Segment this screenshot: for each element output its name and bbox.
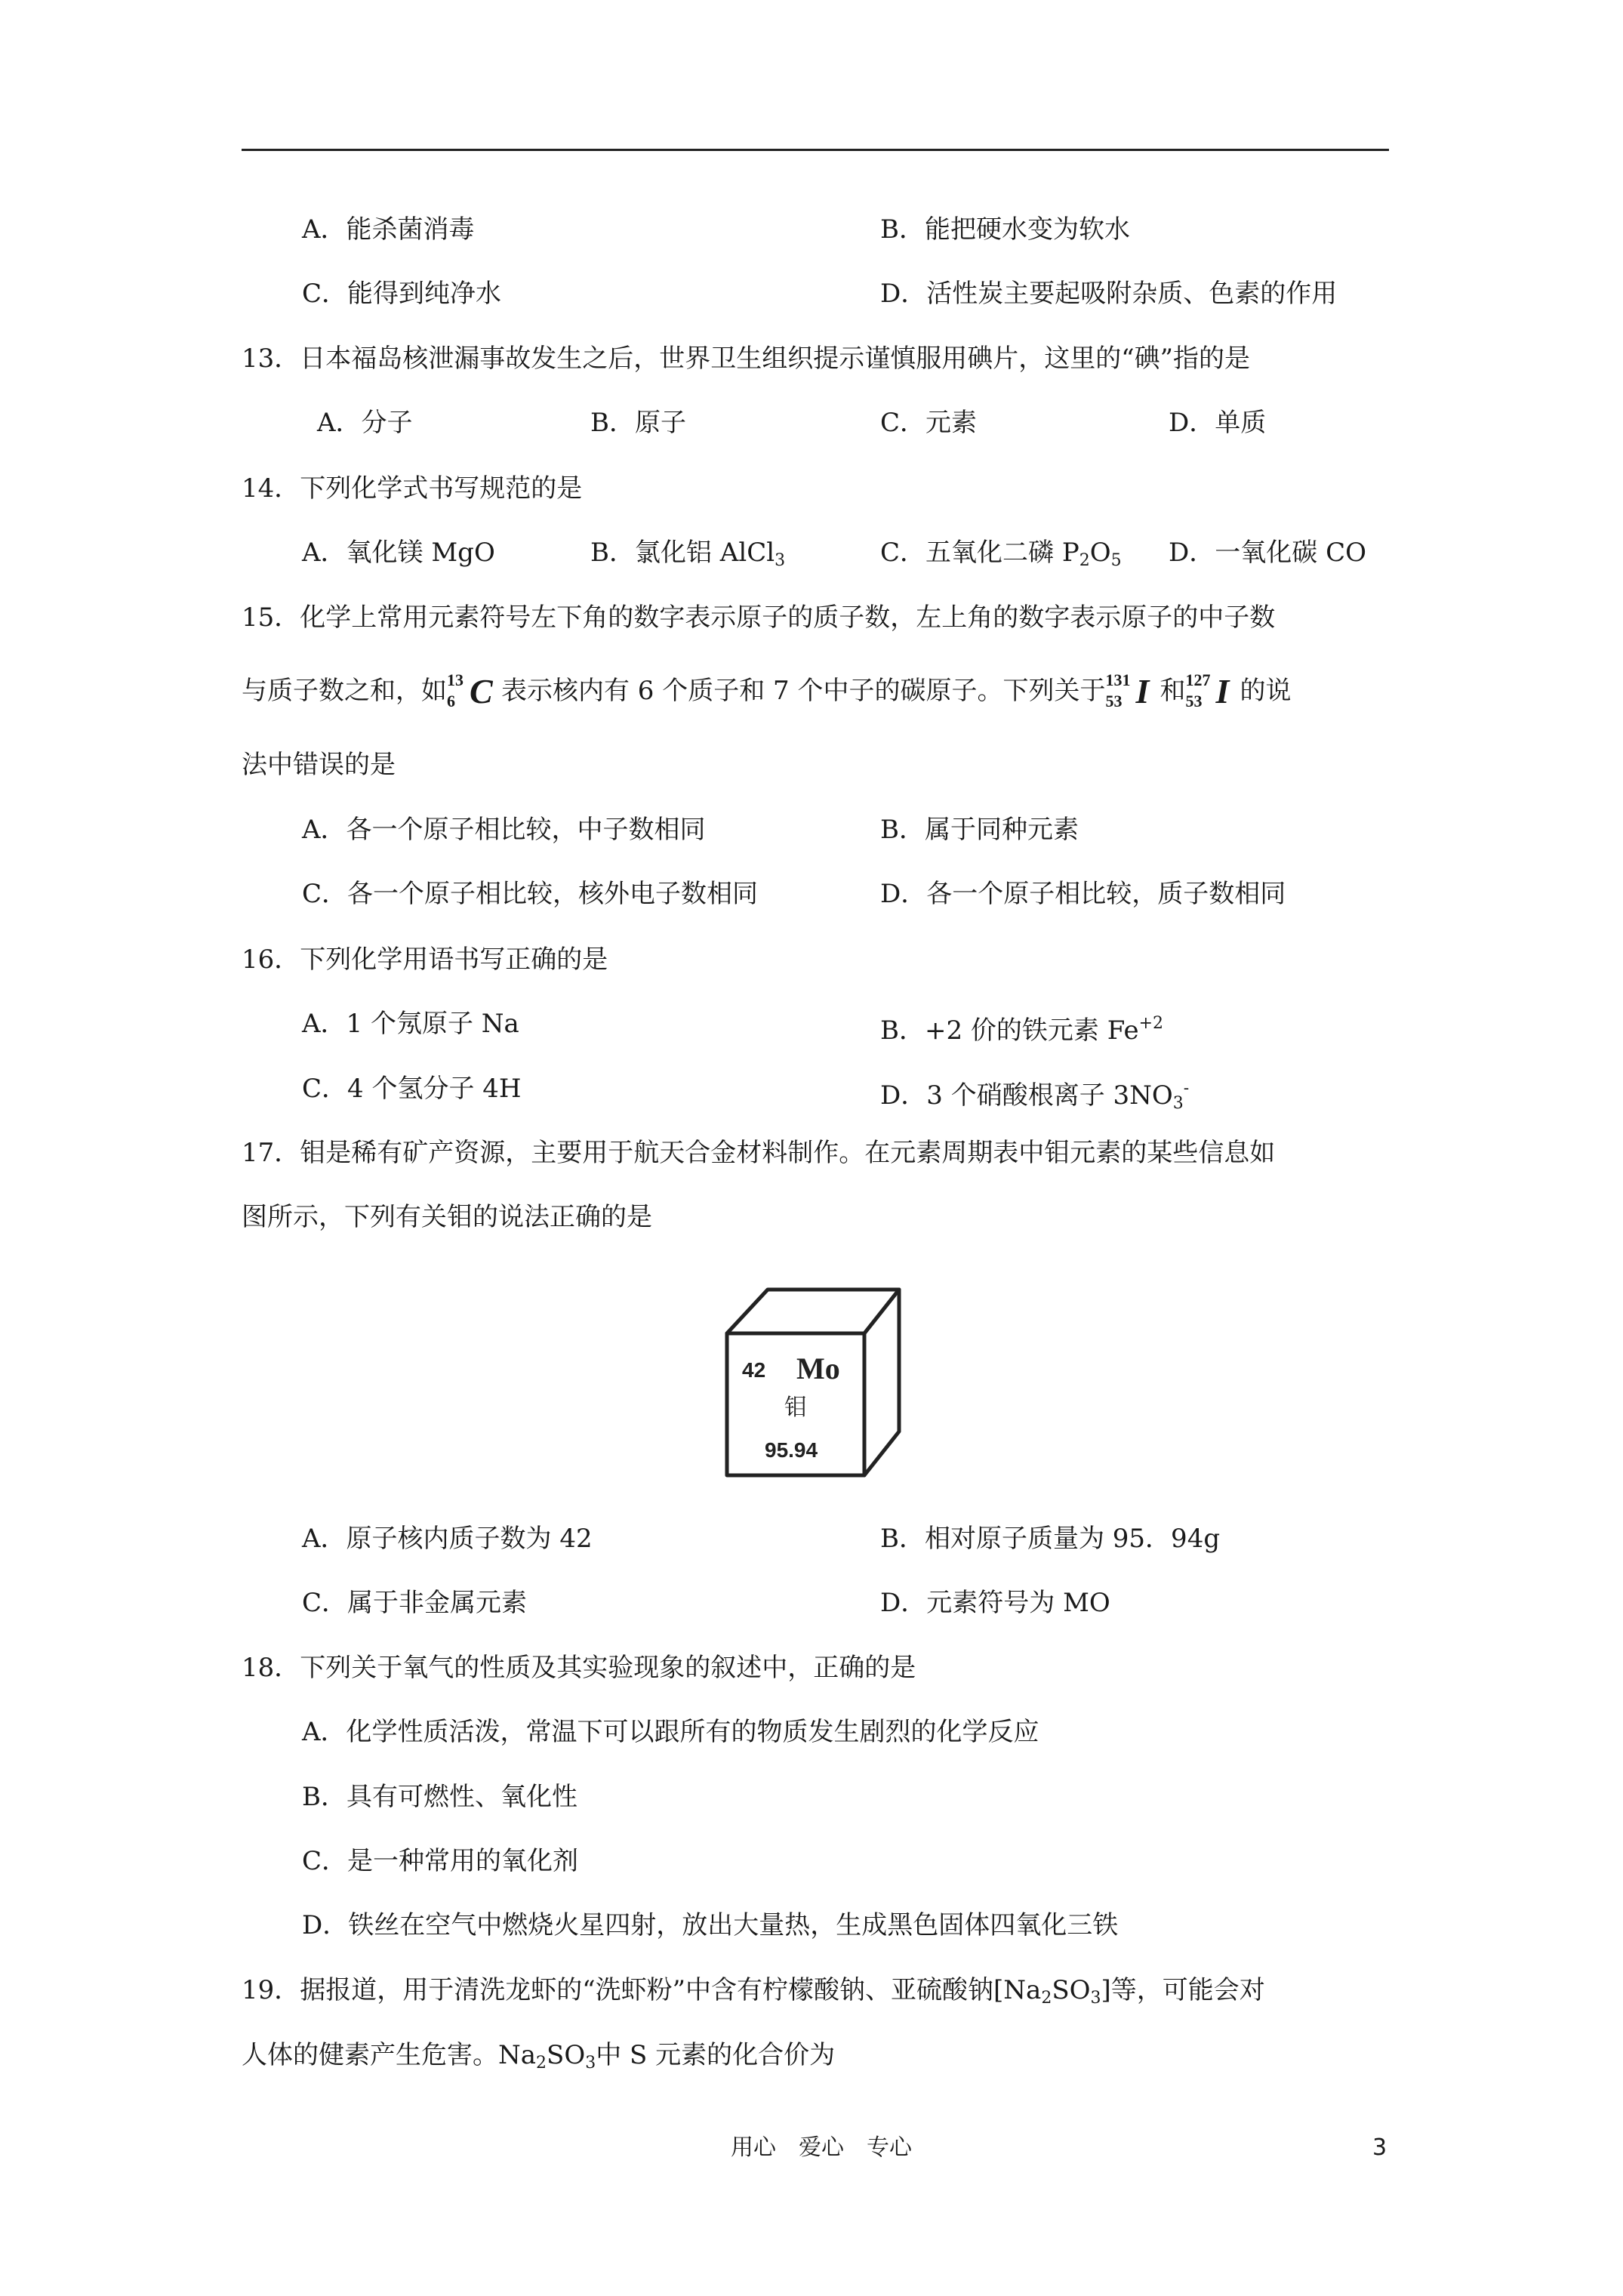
q17-option-a: A．原子核内质子数为 42: [302, 1524, 593, 1554]
carbon-13-nuclide: 13 6 C: [447, 670, 493, 710]
q15-stem-line3: 法中错误的是: [242, 750, 396, 780]
q16-option-a: A．1 个氖原子 Na: [302, 1009, 519, 1039]
q14-stem: 14．下列化学式书写规范的是: [242, 473, 583, 504]
q17-option-c: C．属于非金属元素: [302, 1588, 528, 1618]
header-rule: [242, 149, 1389, 151]
q16-stem: 16．下列化学用语书写正确的是: [242, 945, 608, 975]
q17-stem-line1: 17．钼是稀有矿产资源，主要用于航天合金材料制作。在元素周期表中钼元素的某些信息如: [242, 1138, 1276, 1168]
q18-option-a: A．化学性质活泼，常温下可以跟所有的物质发生剧烈的化学反应: [302, 1717, 1039, 1747]
q13-option-b: B．原子: [590, 408, 686, 438]
q15-stem-line1: 15．化学上常用元素符号左下角的数字表示原子的质子数，左上角的数字表示原子的中子数: [242, 603, 1276, 633]
q13-option-a: A．分子: [317, 408, 413, 438]
q14-option-a: A．氧化镁 MgO: [302, 538, 495, 568]
q12-option-d: D．活性炭主要起吸附杂质、色素的作用: [880, 279, 1338, 309]
q12-option-b: B．能把硬水变为软水: [880, 214, 1130, 245]
q12-option-a: A．能杀菌消毒: [302, 214, 475, 245]
q18-option-c: C．是一种常用的氧化剂: [302, 1846, 579, 1876]
q19-stem-line2: 人体的健素产生危害。$Na_2SO_3$中 S 元素的化合价为: [242, 2040, 836, 2073]
q16-option-b: B．+2 价的铁元素 $Fe^{+2}$: [880, 1014, 1164, 1046]
iodine-127-nuclide: 127 53 I: [1185, 670, 1230, 710]
q13-stem: 13．日本福岛核泄漏事故发生之后，世界卫生组织提示谨慎服用碘片，这里的“碘”指的是: [242, 344, 1251, 374]
cube-element-name: 钼: [784, 1395, 807, 1421]
q15-option-d: D．各一个原子相比较，质子数相同: [880, 879, 1286, 909]
q18-option-d: D．铁丝在空气中燃烧火星四射，放出大量热，生成黑色固体四氧化三铁: [302, 1910, 1119, 1940]
q18-option-b: B．具有可燃性、氧化性: [302, 1782, 577, 1812]
q18-stem: 18．下列关于氧气的性质及其实验现象的叙述中，正确的是: [242, 1653, 916, 1683]
q13-option-c: C．元素: [880, 408, 978, 438]
q16-option-c: C．4 个氢分子 4H: [302, 1074, 522, 1104]
q16-option-d: D．3 个硝酸根离子 $3NO_3^-$: [880, 1079, 1190, 1113]
q12-option-c: C．能得到纯净水: [302, 279, 502, 309]
q17-option-d: D．元素符号为 MO: [880, 1588, 1110, 1618]
q17-option-b: B．相对原子质量为 95．94g: [880, 1524, 1221, 1554]
molybdenum-element-cube: [721, 1284, 902, 1481]
q17-stem-line2: 图所示，下列有关钼的说法正确的是: [242, 1202, 652, 1232]
q14-option-b: B．氯化铝 AlCl$_3$: [590, 538, 786, 570]
q15-option-a: A．各一个原子相比较，中子数相同: [302, 815, 706, 845]
q13-option-d: D．单质: [1169, 408, 1267, 438]
q14-option-c: C．五氧化二磷 $P_2O_5$: [880, 538, 1122, 570]
q14-option-d: D．一氧化碳 CO: [1169, 538, 1366, 568]
cube-atomic-mass: 95.94: [765, 1438, 818, 1462]
q19-stem-line1: 19．据报道，用于清洗龙虾的“洗虾粉”中含有柠檬酸钠、亚硫酸钠$[Na_2SO_3]$等，可能会对: [242, 1975, 1265, 2008]
page-number: 3: [1372, 2134, 1387, 2161]
iodine-131-nuclide: 131 53 I: [1105, 670, 1150, 710]
footer-motto: 用心 爱心 专心: [731, 2134, 912, 2161]
q15-option-c: C．各一个原子相比较，核外电子数相同: [302, 879, 759, 909]
q15-option-b: B．属于同种元素: [880, 815, 1079, 845]
cube-element-symbol: Mo: [796, 1351, 840, 1385]
q15-stem-line2: 与质子数之和，如 13 6 C 表示核内有 6 个质子和 7 个中子的碳原子。下列关于 131 53 I 和 127 53 I 的说: [242, 670, 1292, 710]
cube-atomic-number: 42: [742, 1358, 766, 1382]
